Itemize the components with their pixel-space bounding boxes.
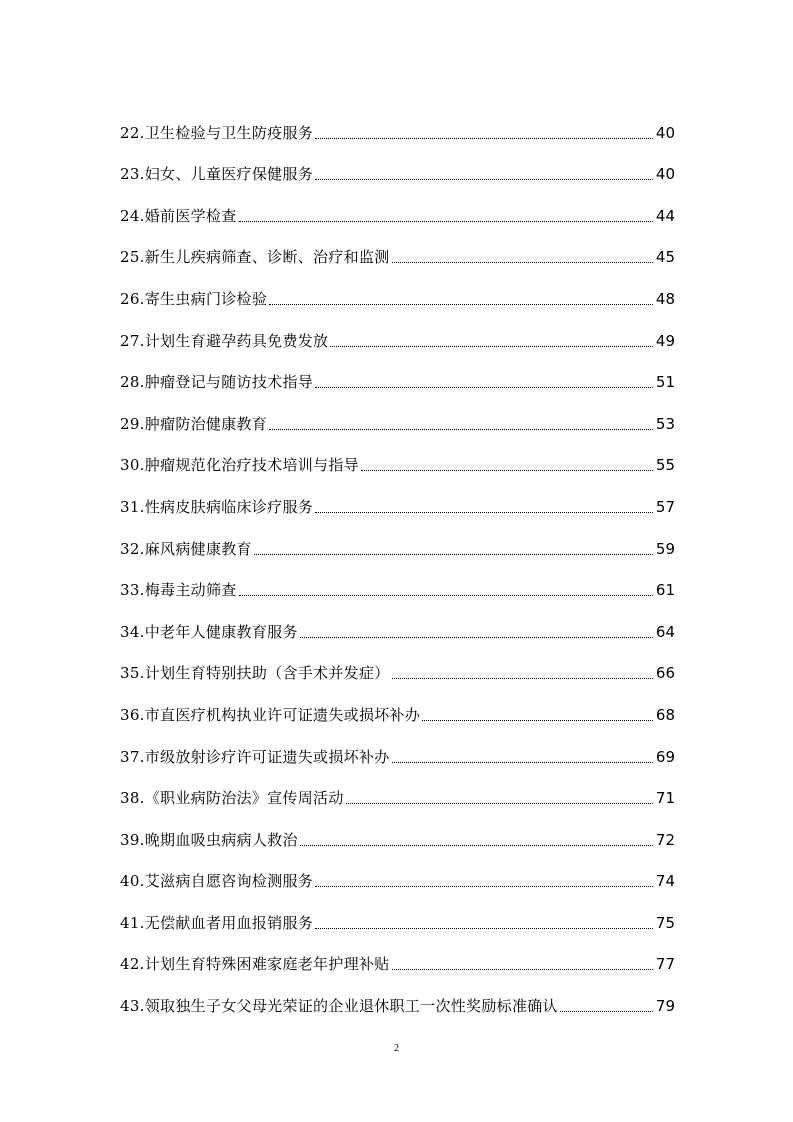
toc-dot-leader: [361, 470, 653, 471]
toc-entry-page: 53: [655, 414, 675, 433]
toc-dot-leader: [392, 678, 653, 679]
toc-dot-leader: [346, 803, 653, 804]
toc-entry-title: 27.计划生育避孕药具免费发放: [120, 331, 329, 350]
toc-entry-page: 66: [655, 664, 675, 683]
toc-dot-leader: [315, 179, 653, 180]
toc-dot-leader: [269, 429, 653, 430]
toc-entry-title: 38.《职业病防治法》宣传周活动: [120, 789, 344, 808]
toc-entry-title: 32.麻风病健康教育: [120, 539, 252, 558]
toc-entry-title: 26.寄生虫病门诊检验: [120, 289, 268, 308]
toc-entry-page: 68: [655, 705, 675, 724]
table-of-contents: [120, 104, 675, 1019]
page-number: 2: [394, 1043, 399, 1054]
toc-entry[interactable]: [120, 478, 675, 520]
toc-entry[interactable]: [120, 395, 675, 437]
toc-entry-page: 72: [655, 830, 675, 849]
toc-entry-page: 79: [655, 997, 675, 1016]
toc-entry[interactable]: [120, 270, 675, 312]
toc-entry-title: 39.晚期血吸虫病病人救治: [120, 830, 298, 849]
toc-entry-title: 41.无偿献血者用血报销服务: [120, 913, 314, 932]
toc-entry-page: 40: [655, 165, 675, 184]
toc-entry-title: 33.梅毒主动筛查: [120, 581, 237, 600]
toc-entry[interactable]: [120, 728, 675, 770]
toc-entry[interactable]: [120, 853, 675, 895]
toc-dot-leader: [315, 387, 653, 388]
toc-entry-title: 40.艾滋病自愿咨询检测服务: [120, 872, 314, 891]
toc-entry-page: 71: [655, 789, 675, 808]
toc-entry-page: 75: [655, 913, 675, 932]
toc-entry-title: 37.市级放射诊疗许可证遗失或损坏补办: [120, 747, 390, 766]
toc-entry[interactable]: [120, 312, 675, 354]
toc-entry-title: 42.计划生育特殊困难家庭老年护理补贴: [120, 955, 390, 974]
toc-entry-page: 45: [655, 248, 675, 267]
toc-entry-page: 61: [655, 581, 675, 600]
toc-entry-title: 22.卫生检验与卫生防疫服务: [120, 123, 314, 142]
toc-dot-leader: [330, 346, 653, 347]
toc-dot-leader: [300, 845, 653, 846]
toc-entry-title: 43.领取独生子女父母光荣证的企业退休职工一次性奖励标准确认: [120, 997, 558, 1016]
toc-dot-leader: [269, 304, 653, 305]
toc-entry[interactable]: [120, 146, 675, 188]
toc-entry-page: 44: [655, 206, 675, 225]
toc-entry-title: 23.妇女、儿童医疗保健服务: [120, 165, 314, 184]
toc-entry-title: 24.婚前医学检查: [120, 206, 237, 225]
toc-entry[interactable]: [120, 562, 675, 604]
toc-entry-title: 28.肿瘤登记与随访技术指导: [120, 373, 314, 392]
toc-entry-page: 49: [655, 331, 675, 350]
toc-entry-page: 64: [655, 622, 675, 641]
toc-entry[interactable]: [120, 686, 675, 728]
toc-entry[interactable]: [120, 354, 675, 396]
toc-dot-leader: [560, 1011, 653, 1012]
toc-entry[interactable]: [120, 977, 675, 1019]
toc-entry-page: 48: [655, 289, 675, 308]
toc-entry[interactable]: [120, 645, 675, 687]
toc-entry[interactable]: [120, 894, 675, 936]
toc-entry-title: 34.中老年人健康教育服务: [120, 622, 298, 641]
toc-entry-page: 69: [655, 747, 675, 766]
toc-dot-leader: [315, 928, 653, 929]
toc-entry[interactable]: [120, 520, 675, 562]
toc-entry-page: 77: [655, 955, 675, 974]
toc-dot-leader: [392, 762, 653, 763]
toc-entry[interactable]: [120, 770, 675, 812]
toc-entry[interactable]: [120, 229, 675, 271]
toc-entry[interactable]: [120, 437, 675, 479]
toc-entry-title: 25.新生儿疾病筛查、诊断、治疗和监测: [120, 248, 390, 267]
toc-dot-leader: [300, 637, 653, 638]
toc-dot-leader: [239, 221, 653, 222]
toc-entry[interactable]: [120, 811, 675, 853]
toc-dot-leader: [315, 138, 653, 139]
toc-entry-title: 29.肿瘤防治健康教育: [120, 414, 268, 433]
toc-dot-leader: [422, 720, 653, 721]
toc-entry[interactable]: [120, 187, 675, 229]
toc-entry-title: 36.市直医疗机构执业许可证遗失或损坏补办: [120, 705, 421, 724]
toc-entry[interactable]: [120, 936, 675, 978]
toc-entry-page: 51: [655, 373, 675, 392]
toc-dot-leader: [392, 262, 653, 263]
toc-dot-leader: [239, 595, 653, 596]
toc-entry[interactable]: [120, 104, 675, 146]
toc-entry-page: 40: [655, 123, 675, 142]
toc-entry-page: 74: [655, 872, 675, 891]
toc-dot-leader: [315, 512, 653, 513]
toc-dot-leader: [254, 554, 653, 555]
toc-entry-title: 31.性病皮肤病临床诊疗服务: [120, 497, 314, 516]
toc-entry-page: 57: [655, 497, 675, 516]
toc-dot-leader: [315, 886, 653, 887]
toc-entry-page: 59: [655, 539, 675, 558]
toc-entry[interactable]: [120, 603, 675, 645]
toc-entry-page: 55: [655, 456, 675, 475]
toc-entry-title: 30.肿瘤规范化治疗技术培训与指导: [120, 456, 359, 475]
toc-dot-leader: [392, 969, 653, 970]
toc-entry-title: 35.计划生育特别扶助（含手术并发症）: [120, 664, 390, 683]
